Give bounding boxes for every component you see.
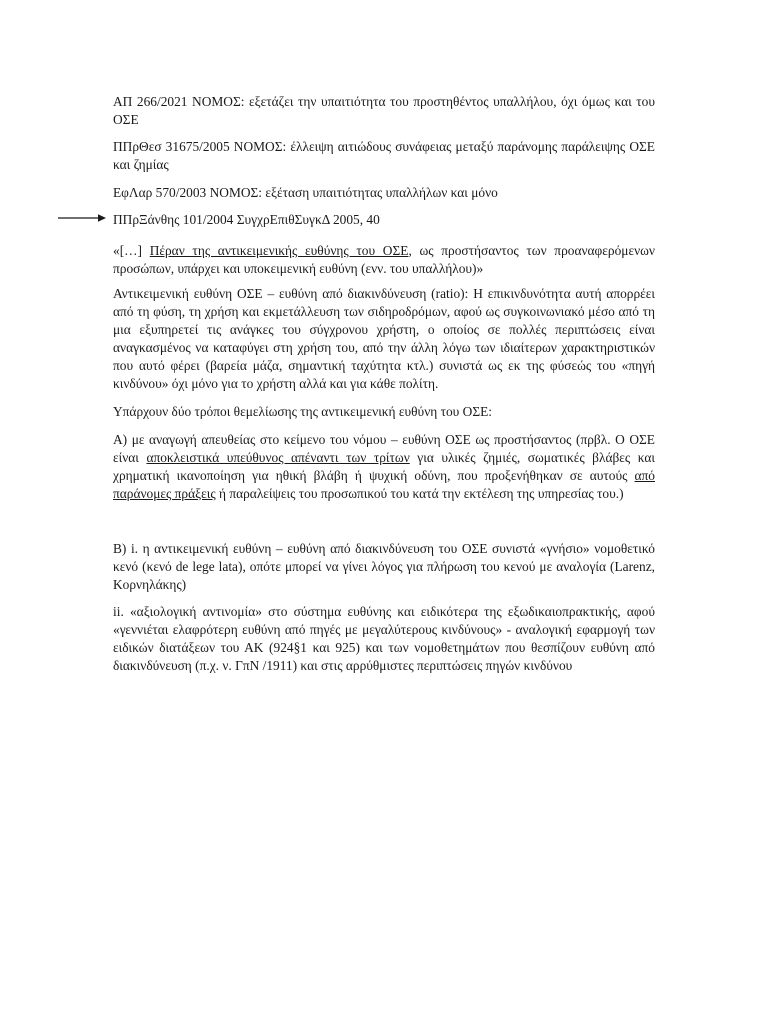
arrow-right-icon: [58, 212, 106, 224]
quote-underlined: Πέραν της αντικειμενικής ευθύνης του ΟΣΕ: [149, 243, 409, 258]
paragraph-ap-266: ΑΠ 266/2021 ΝΟΜΟΣ: εξετάζει την υπαιτιότητα του προστηθέντος υπαλλήλου, όχι όμως και του ΟΣΕ: [113, 94, 655, 127]
paragraph-eflar: ΕφΛαρ 570/2003 ΝΟΜΟΣ: εξέταση υπαιτιότητας υπαλλήλων και μόνο: [113, 185, 498, 200]
paragraph-b-i: Β) i. η αντικειμενική ευθύνη – ευθύνη από διακινδύνευση του ΟΣΕ συνιστά «γνήσιο» νομοθετικό κενό (κενό de lege lata), οπότε μπορεί να γίνει λόγος για πλήρωση του κενού με αναλογία (Larenz, Κορνηλάκης): [113, 541, 655, 592]
quote-open: «[…]: [113, 243, 150, 258]
quote-rest: , ως προστήσαντος των προαναφερόμενων προσώπων, υπάρχει και υποκειμενική ευθύνη (ενν. του υπαλλήλου)»: [113, 243, 655, 276]
paragraph-a: [113, 431, 655, 503]
paragraph-pprxanthis: ΠΠρΞάνθης 101/2004 ΣυγχρΕπιθΣυγκΔ 2005, 40: [113, 212, 380, 227]
paragraph-a-end: ή παραλείψεις του προσωπικού του κατά την εκτέλεση της υπηρεσίας του.): [215, 486, 624, 501]
paragraph-a-start: Α) με αναγωγή απευθείας στο κείμενο του νόμου – ευθύνη ΟΣΕ ως προστήσαντος (πρβλ. Ο ΟΣΕ είναι: [113, 432, 655, 465]
paragraph-two-ways: Υπάρχουν δύο τρόποι θεμελίωσης της αντικειμενική ευθύνη του ΟΣΕ:: [113, 404, 493, 419]
paragraph-b-ii: ii. «αξιολογική αντινομία» στο σύστημα ευθύνης και ειδικότερα της εξωδικαιοπρακτικής, αφού «γεννιέται ελαφρότερη ευθύνη από πηγές με μεγαλύτερους κινδύνους» - αναλογική εφαρμογή των ειδικών διατάξεων του ΑΚ (924§1 και 925) και των νομοθετημάτων που θεσπίζουν ευθύνη από διακινδύνευση (π.χ. ν. ΓπΝ /1911) και στις αρρύθμιστες περιπτώσεις πηγών κινδύνου: [113, 604, 655, 673]
paragraph-quote: [113, 242, 655, 278]
paragraph-a-middle: για υλικές ζημιές, σωματικές βλάβες και χρηματική ικανοποίηση για ηθική βλάβη ή ψυχική οδύνη, που προξενήθηκαν σε αυτούς: [113, 450, 655, 483]
paragraph-a-underlined-1: αποκλειστικά υπεύθυνος απέναντι των τρίτων: [146, 450, 410, 465]
paragraph-a-underlined-2: από παράνομες πράξεις: [113, 468, 655, 501]
paragraph-objective-liability: Αντικειμενική ευθύνη ΟΣΕ – ευθύνη από διακινδύνευση (ratio): Η επικινδυνότητα αυτή απορρέει από τη φύση, τη χρήση και εκμετάλλευση των σιδηροδρόμων, αφού ως συγκοινωνιακό μέσο από τη μια εξυπηρετεί τις ανάγκες του σύγχρονου χρήστη, ο οποίος σε πολλές περιπτώσεις είναι αναγκασμένος να καταφύγει στη χρήση του, από την άλλη λόγω των ιδιαίτερων χαρακτηριστικών που αυτό φέρει (βαρεία μάζα, σημαντική ταχύτητα κτλ.) συνιστά ως εκ της φύσεώς του «πηγή κινδύνου» όχι μόνο για το χρήστη αλλά και για κάθε πολίτη.: [113, 286, 655, 391]
paragraph-pprthes: ΠΠρΘεσ 31675/2005 ΝΟΜΟΣ: έλλειψη αιτιώδους συνάφειας μεταξύ παράνομης παράλειψης ΟΣΕ και ζημίας: [113, 139, 655, 172]
